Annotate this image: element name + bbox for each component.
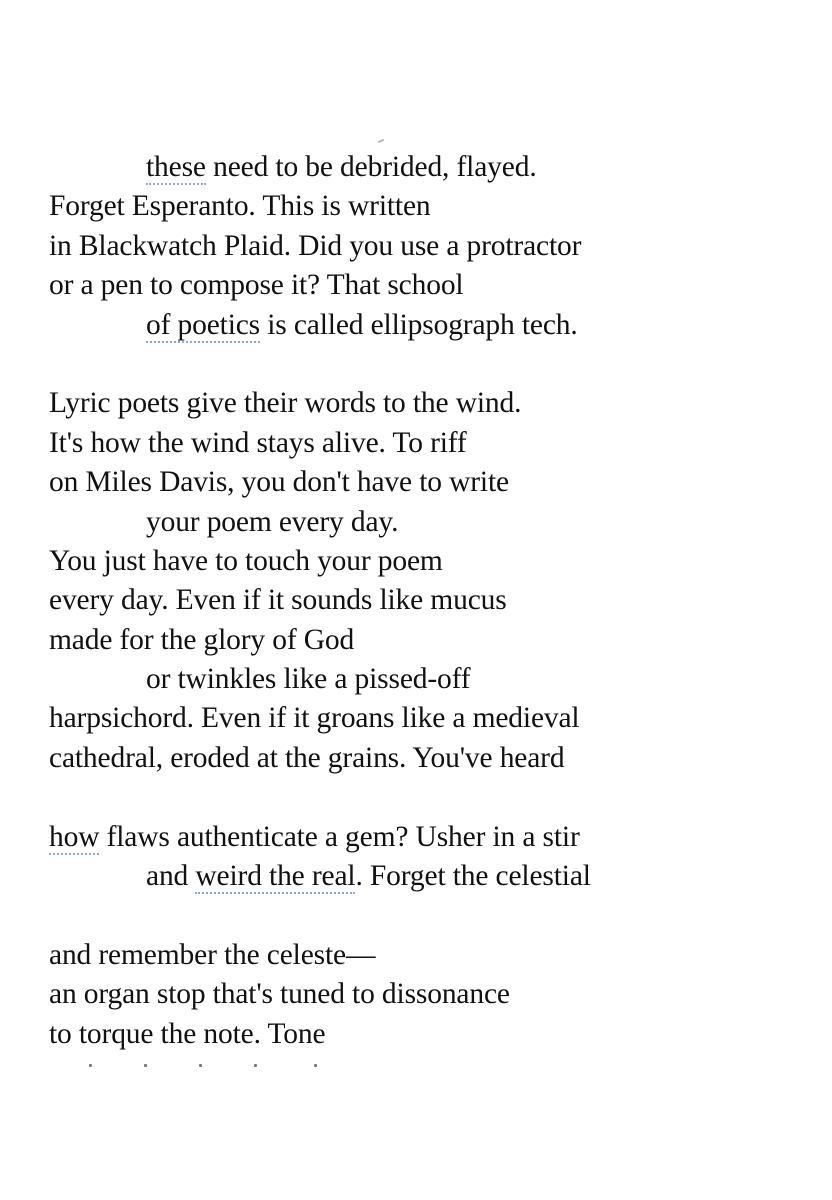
line-text: Lyric poets give their words to the wind. — [49, 387, 522, 420]
poem-line — [49, 266, 809, 305]
flagged-phrase: these — [146, 151, 206, 183]
poem-line — [49, 818, 809, 857]
cut-off-next-line — [49, 1062, 379, 1072]
line-text: in Blackwatch Plaid. Did you use a protractor — [49, 229, 582, 262]
stanza-break — [49, 345, 809, 384]
poem-line — [49, 581, 809, 620]
stanza-break — [49, 896, 809, 935]
cut-glyph — [254, 1064, 257, 1067]
line-text: is called ellipsograph tech. — [260, 308, 578, 341]
cut-glyph — [314, 1064, 317, 1067]
poem-line — [49, 542, 809, 581]
poem-line — [49, 621, 809, 660]
line-text: an organ stop that's tuned to dissonance — [49, 978, 510, 1011]
cut-glyph — [144, 1064, 147, 1067]
line-text: on Miles Davis, you don't have to write — [49, 466, 509, 499]
line-text: need to be debrided, flayed. — [205, 151, 537, 183]
poem-line — [49, 857, 809, 896]
poem-line — [49, 187, 809, 226]
poem-line — [49, 148, 809, 187]
line-text: or twinkles like a pissed-off — [146, 663, 471, 696]
cut-glyph — [89, 1064, 92, 1067]
poem-line — [49, 975, 809, 1014]
poem-text — [49, 148, 809, 1054]
line-text: harpsichord. Even if it groans like a medieval — [49, 702, 580, 735]
poem-line — [49, 424, 809, 463]
poem-line — [49, 660, 809, 699]
line-text: . Forget the celestial — [355, 860, 591, 893]
line-text: cathedral, eroded at the grains. You've heard — [49, 741, 565, 774]
poem-line — [49, 1015, 809, 1054]
poem-line — [49, 503, 809, 542]
line-text: and — [146, 860, 196, 893]
line-text: your poem every day. — [146, 505, 399, 538]
flagged-phrase: weird the real — [195, 860, 356, 893]
line-text: You just have to touch your poem — [49, 544, 443, 577]
poem-line — [49, 739, 809, 778]
cut-glyph — [199, 1064, 202, 1067]
line-text: or a pen to compose it? That school — [49, 269, 464, 302]
poem-line — [49, 227, 809, 266]
poem-line — [49, 384, 809, 423]
flagged-phrase: how — [49, 820, 100, 853]
line-text: to torque the note. Tone — [49, 1017, 326, 1050]
line-text: made for the glory of God — [49, 623, 355, 656]
poem-line — [49, 699, 809, 738]
stanza-break — [49, 778, 809, 817]
poem-line — [49, 306, 809, 345]
stray-mark — [378, 139, 384, 143]
poem-line — [49, 463, 809, 502]
poem-line — [49, 936, 809, 975]
line-text: and remember the celeste— — [49, 938, 376, 971]
line-text: every day. Even if it sounds like mucus — [49, 584, 507, 617]
line-text: flaws authenticate a gem? Usher in a stir — [99, 820, 580, 853]
line-text: It's how the wind stays alive. To riff — [49, 426, 467, 459]
flagged-phrase: of poetics — [146, 308, 261, 341]
line-text: Forget Esperanto. This is written — [49, 190, 431, 223]
